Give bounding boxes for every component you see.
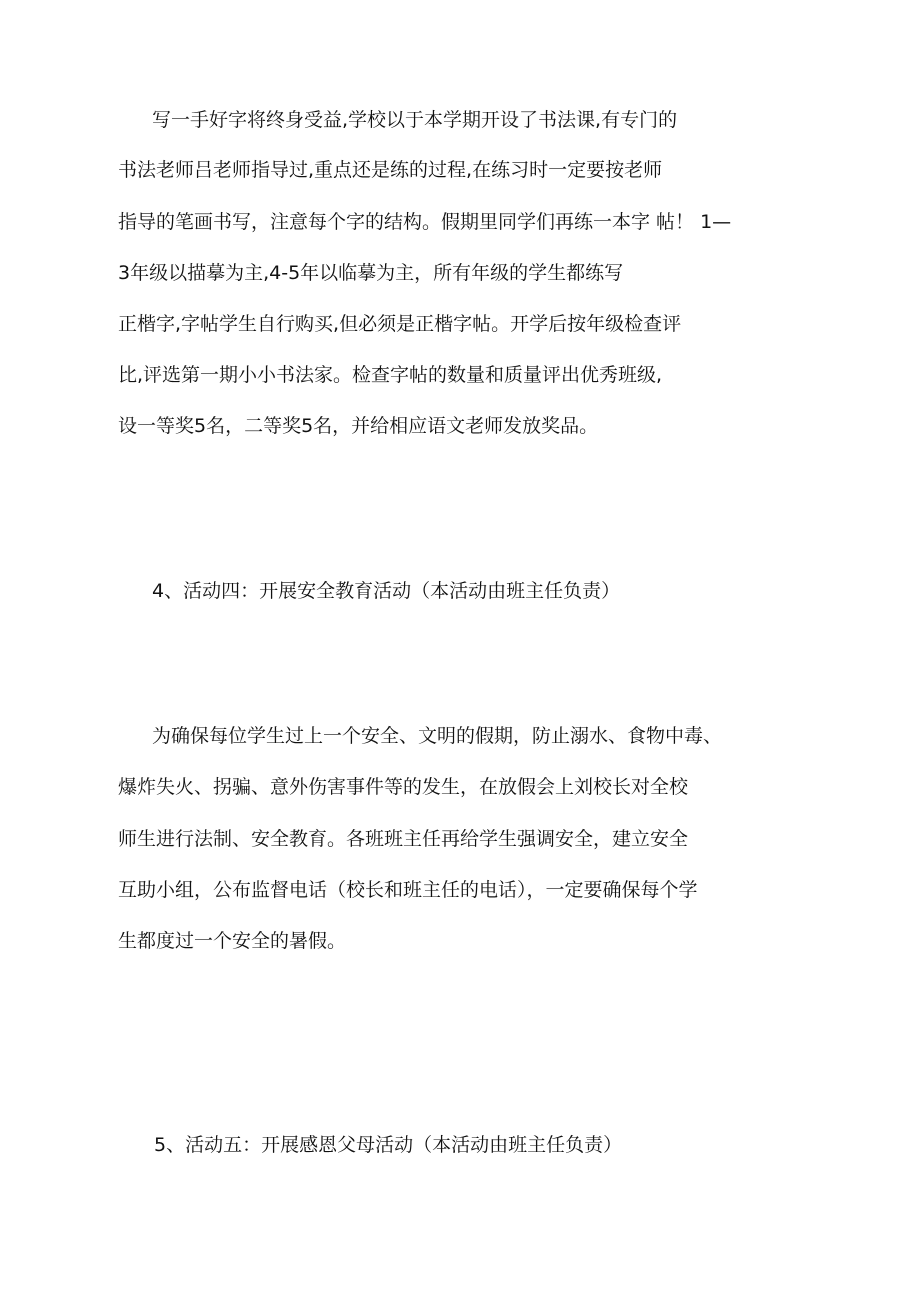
paragraph-line: 书法老师吕老师指导过,重点还是练的过程,在练习时一定要按老师 <box>118 159 663 181</box>
paragraph-line: 为确保每位学生过上一个安全、文明的假期，防止溺水、食物中毒、 <box>152 725 723 747</box>
paragraph-line: 3年级以描摹为主,4-5年以临摹为主，所有年级的学生都练写 <box>118 262 624 284</box>
paragraph-line: 正楷字,字帖学生自行购买,但必须是正楷字帖。开学后按年级检查评 <box>118 313 682 335</box>
paragraph-line: 比,评选第一期小小书法家。检查字帖的数量和质量评出优秀班级, <box>118 364 663 386</box>
paragraph-line: 生都度过一个安全的暑假。 <box>118 930 347 952</box>
paragraph-line: 互助小组，公布监督电话（校长和班主任的电话），一定要确保每个学 <box>118 879 698 901</box>
section-heading-activity-4: 4、活动四：开展安全教育活动（本活动由班主任负责） <box>152 580 621 602</box>
paragraph-line: 师生进行法制、安全教育。各班班主任再给学生强调安全，建立安全 <box>118 828 689 850</box>
paragraph-line: 写一手好字将终身受益,学校以于本学期开设了书法课,有专门的 <box>152 109 678 131</box>
paragraph-line: 指导的笔画书写，注意每个字的结构。假期里同学们再练一本字 帖！ 1— <box>118 211 732 233</box>
paragraph-line: 设一等奖5名，二等奖5名，并给相应语文老师发放奖品。 <box>118 415 599 437</box>
paragraph-line: 爆炸失火、拐骗、意外伤害事件等的发生，在放假会上刘校长对全校 <box>118 776 689 798</box>
section-heading-activity-5: 5、活动五：开展感恩父母活动（本活动由班主任负责） <box>154 1134 623 1156</box>
